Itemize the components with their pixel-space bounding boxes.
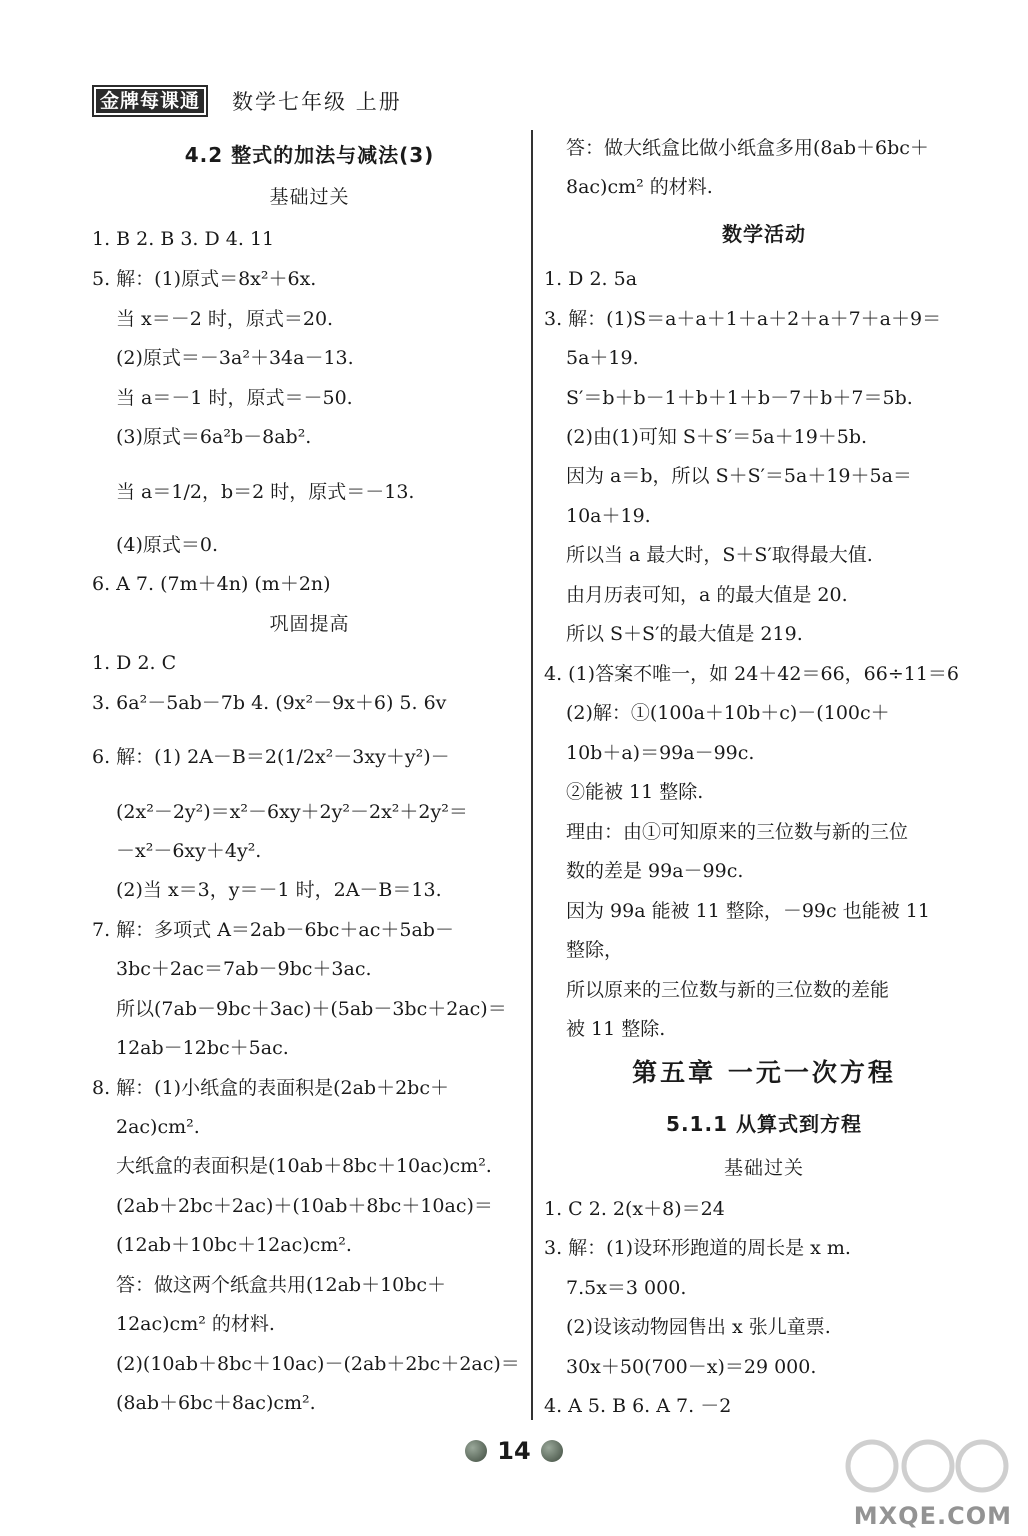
answer-line: 大纸盒的表面积是(10ab＋8bc＋10ac)cm². <box>116 1155 492 1177</box>
answer-line: (3)原式＝6a²b－8ab². <box>116 426 312 448</box>
book-title: 数学七年级 上册 <box>232 90 402 114</box>
leaf-icon <box>465 1440 487 1462</box>
answer-line: ②能被 11 整除. <box>566 781 704 803</box>
answer-line: 3bc＋2ac＝7ab－9bc＋3ac. <box>116 958 372 980</box>
answer-line: (2)由(1)可知 S＋S′＝5a＋19＋5b. <box>566 426 868 448</box>
column-divider <box>531 130 533 1420</box>
answer-line: 答：做这两个纸盒共用(12ab＋10bc＋ <box>116 1274 447 1296</box>
answer-line: 4. (1)答案不唯一，如 24＋42＝66，66÷11＝6 <box>544 663 960 685</box>
section-heading: 5.1.1 从算式到方程 <box>666 1112 862 1136</box>
answer-line: 10a＋19. <box>566 505 651 527</box>
answer-line: 当 a＝－1 时，原式＝－50. <box>116 387 353 409</box>
answer-line: 4. A 5. B 6. A 7. －2 <box>544 1395 732 1417</box>
answer-line: 所以当 a 最大时，S＋S′取得最大值. <box>566 544 873 566</box>
answer-line: (2)当 x＝3，y＝－1 时，2A－B＝13. <box>116 879 442 901</box>
answer-line: 6. 解：(1) 2A－B＝2(1/2x²－3xy＋y²)－ <box>92 746 450 768</box>
answer-line: (8ab＋6bc＋8ac)cm². <box>116 1392 316 1414</box>
answer-line: (2)设该动物园售出 x 张儿童票. <box>566 1316 831 1338</box>
answer-line: 12ac)cm² 的材料. <box>116 1313 275 1335</box>
answer-line: (2x²－2y²)＝x²－6xy＋2y²－2x²＋2y²＝ <box>116 801 468 823</box>
answer-line: 1. C 2. 2(x＋8)＝24 <box>544 1198 725 1220</box>
answer-line: 8ac)cm² 的材料. <box>566 176 713 198</box>
answer-line: 1. D 2. 5a <box>544 268 638 290</box>
answer-line: S′＝b＋b－1＋b＋1＋b－7＋b＋7＝5b. <box>566 387 913 409</box>
answer-line: 因为 99a 能被 11 整除，－99c 也能被 11 <box>566 900 930 922</box>
answer-line: (4)原式＝0. <box>116 534 219 556</box>
section-heading: 巩固提高 <box>269 613 350 635</box>
answer-line: 30x＋50(700－x)＝29 000. <box>566 1356 817 1378</box>
answer-line: 所以 S＋S′的最大值是 219. <box>566 623 803 645</box>
answer-line: (12ab＋10bc＋12ac)cm². <box>116 1234 352 1256</box>
page-header <box>92 86 402 116</box>
answer-line: 被 11 整除. <box>566 1018 666 1040</box>
answer-line: 由月历表可知，a 的最大值是 20. <box>566 584 848 606</box>
answer-line: 10b＋a)＝99a－99c. <box>566 742 755 764</box>
section-heading: 第五章 一元一次方程 <box>632 1058 896 1087</box>
answer-line: 7. 解：多项式 A＝2ab－6bc＋ac＋5ab－ <box>92 919 454 941</box>
answer-line: 所以原来的三位数与新的三位数的差能 <box>566 979 890 1001</box>
answer-line: (2ab＋2bc＋2ac)＋(10ab＋8bc＋10ac)＝ <box>116 1195 493 1217</box>
answer-line: 7.5x＝3 000. <box>566 1277 687 1299</box>
answer-line: (2)(10ab＋8bc＋10ac)－(2ab＋2bc＋2ac)＝ <box>116 1353 520 1375</box>
brand-logo: 金牌每课通 <box>92 85 208 117</box>
answer-line: 1. D 2. C <box>92 652 177 674</box>
leaf-icon <box>541 1440 563 1462</box>
answer-line: 1. B 2. B 3. D 4. 11 <box>92 228 275 250</box>
answer-line: 当 x＝－2 时，原式＝20. <box>116 308 334 330</box>
section-heading: 基础过关 <box>723 1157 804 1179</box>
answer-line: 答：做大纸盒比做小纸盒多用(8ab＋6bc＋ <box>566 137 929 159</box>
section-heading: 4.2 整式的加法与减法(3) <box>184 143 435 167</box>
answer-line: (2)原式＝－3a²＋34a－13. <box>116 347 354 369</box>
answer-line: 所以(7ab－9bc＋3ac)＋(5ab－3bc＋2ac)＝ <box>116 998 507 1020</box>
answer-line: 数的差是 99a－99c. <box>566 860 744 882</box>
answer-line: 8. 解：(1)小纸盒的表面积是(2ab＋2bc＋ <box>92 1077 449 1099</box>
watermark-text: MXQE.COM <box>853 1502 1012 1530</box>
answer-line: (2)解：①(100a＋10b＋c)－(100c＋ <box>566 702 890 724</box>
answer-line: 整除， <box>566 939 624 961</box>
answer-line: 5a＋19. <box>566 347 639 369</box>
section-heading: 数学活动 <box>722 222 806 246</box>
answer-line: －x²－6xy＋4y². <box>116 840 262 862</box>
answer-line: 3. 6a²－5ab－7b 4. (9x²－9x＋6) 5. 6v <box>92 692 447 714</box>
page-number: 14 <box>497 1437 531 1465</box>
answer-line: 3. 解：(1)S＝a＋a＋1＋a＋2＋a＋7＋a＋9＝ <box>544 308 942 330</box>
answer-line: 6. A 7. (7m＋4n) (m＋2n) <box>92 573 331 595</box>
answer-line: 5. 解：(1)原式＝8x²＋6x. <box>92 268 317 290</box>
answer-line: 2ac)cm². <box>116 1116 200 1138</box>
answer-line: 因为 a＝b，所以 S＋S′＝5a＋19＋5a＝ <box>566 465 912 487</box>
answer-line: 12ab－12bc＋5ac. <box>116 1037 289 1059</box>
answer-line: 当 a＝1/2，b＝2 时，原式＝－13. <box>116 481 415 503</box>
answer-line: 理由：由①可知原来的三位数与新的三位 <box>566 821 909 843</box>
section-heading: 基础过关 <box>269 186 350 208</box>
answer-line: 3. 解：(1)设环形跑道的周长是 x m. <box>544 1237 851 1259</box>
